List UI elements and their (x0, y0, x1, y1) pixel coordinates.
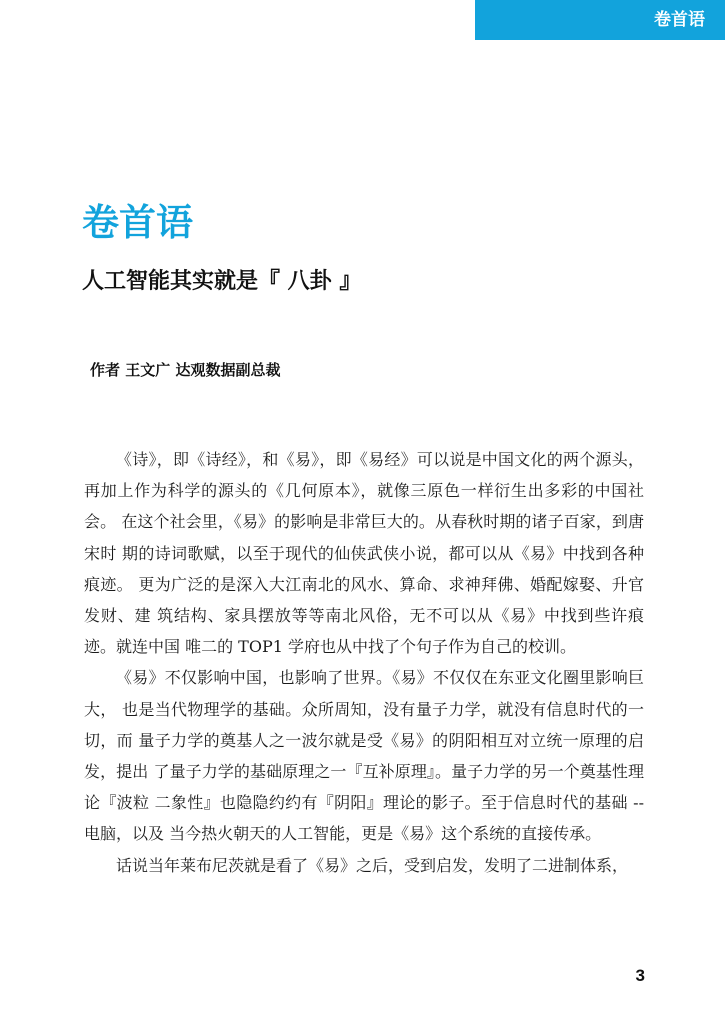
paragraph-2: 《易》不仅影响中国，也影响了世界。《易》不仅仅在东亚文化圈里影响巨大， 也是当代物理学的基础。众所周知，没有量子力学，就没有信息时代的一切，而 量子力学的奠基人之一波尔就是受《易》的阴阳相互对立统一原理的启发，提出 了量子力学的基础原理之一『互补原理』。量子力学的另一个奠基性理论『波粒 二象性』也隐隐约约有『阴阳』理论的影子。至于信息时代的基础 -- 电脑，以及 当今热火朝天的人工智能，更是《易》这个系统的直接传承。 (84, 668, 644, 844)
article-body (84, 444, 644, 881)
paragraph-3: 话说当年莱布尼茨就是看了《易》之后，受到启发，发明了二进制体系， (116, 855, 629, 875)
paragraph-1: 《诗》，即《诗经》，和《易》，即《易经》可以说是中国文化的两个源头，再加上作为科学的源头的《几何原本》，就像三原色一样衍生出多彩的中国社会。 在这个社会里，《易》的影响是非常巨大的。从春秋时期的诸子百家，到唐宋时 期的诗词歌赋，以至于现代的仙侠武侠小说，都可以从《易》中找到各种痕迹。 更为广泛的是深入大江南北的风水、算命、求神拜佛、婚配嫁娶、升官发财、建 筑结构、家具摆放等等南北风俗，无不可以从《易》中找到些许痕迹。就连中国 唯二的 TOP1 学府也从中找了个句子作为自己的校训。 (84, 450, 644, 657)
author-byline: 作者 王文广 达观数据副总裁 (90, 361, 281, 379)
section-tab: 卷首语 (475, 0, 725, 40)
page-number: 3 (635, 966, 645, 985)
page-title: 卷首语 (82, 201, 193, 244)
article-subtitle: 人工智能其实就是『 八卦 』 (82, 269, 362, 294)
